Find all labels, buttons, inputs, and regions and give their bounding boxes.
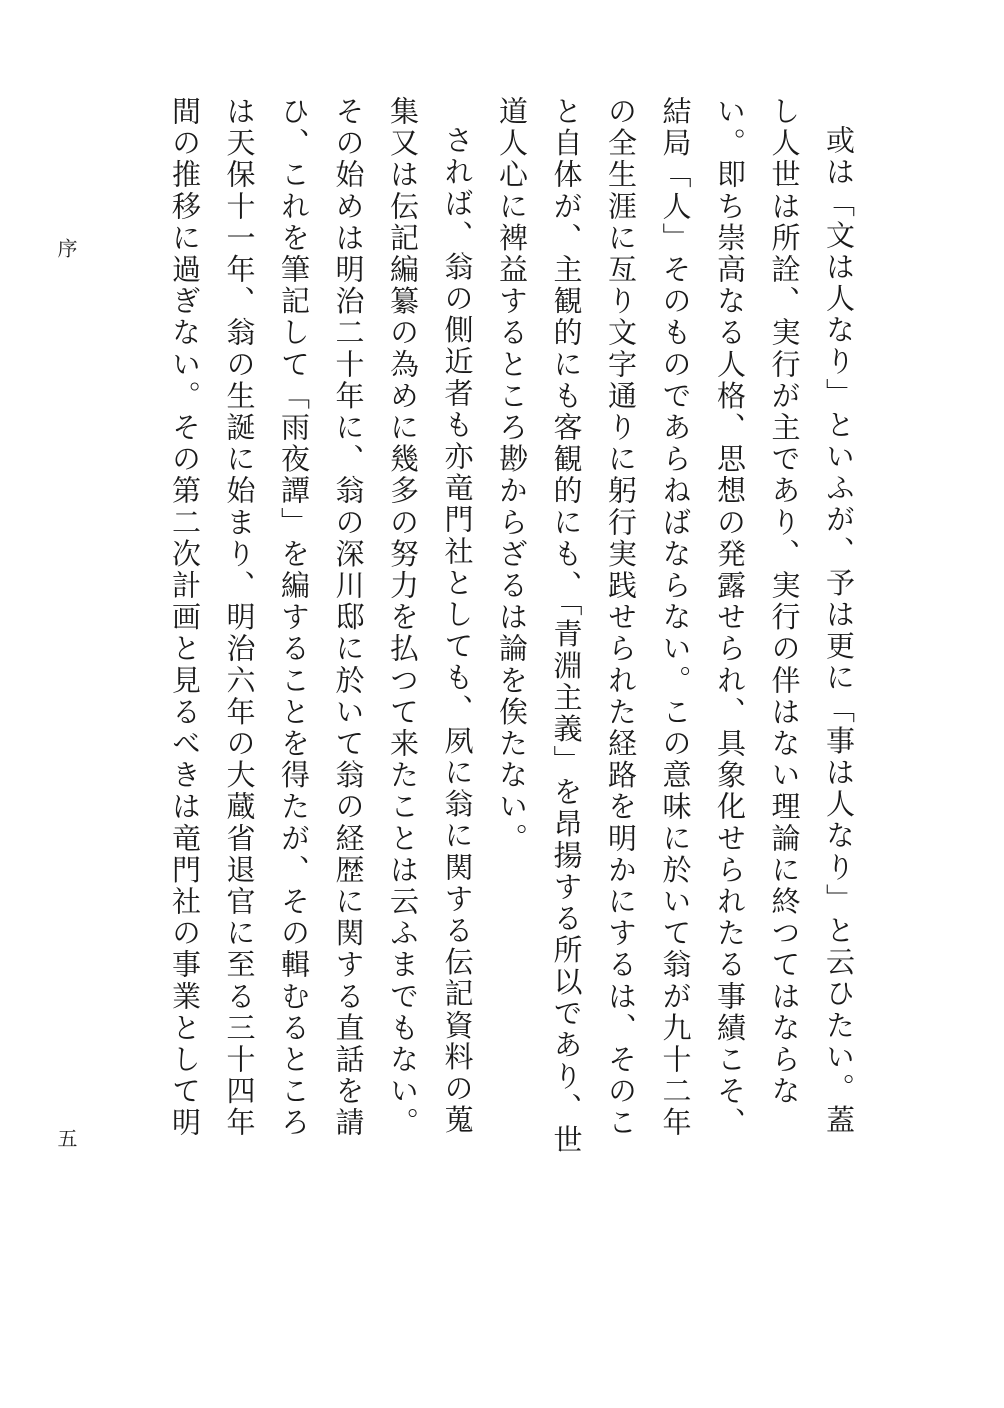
- paragraph: されば、翁の側近者も亦竜門社としても、夙に翁に関する伝記資料の蒐集又は伝記編纂の為めに幾多の努力を払つて来たことは云ふまでもない。その始めは明治二十年に、翁の深川邸に於いて翁の経歴に関する直話を請ひ、これを筆記して「雨夜譚」を編することを得たが、その輯むるところは天保十一年、翁の生誕に始まり、明治六年の大蔵省退官に至る三十四年間の推移に過ぎない。その第二次計画と見るべきは竜門社の事業として明: [168, 96, 475, 1139]
- paragraph: 或は「文は人なり」といふが、予は更に「事は人なり」と云ひたい。蓋し人世は所詮、実行が主であり、実行の伴はない理論に終つてはならない。即ち崇高なる人格、思想の発露せられ、具象化せられたる事績こそ、結局「人」そのものであらねばならない。この意味に於いて翁が九十二年の全生涯に亙り文字通りに躬行実践せられた経路を明かにするは、そのこと自体が、主観的にも客観的にも、「青淵主義」を昂揚する所以であり、世道人心に裨益するところ尠からざるは論を俟たない。: [495, 96, 856, 1156]
- body-text: [166, 96, 866, 1166]
- running-head: 序: [54, 238, 78, 258]
- page-number: 五: [54, 1128, 78, 1148]
